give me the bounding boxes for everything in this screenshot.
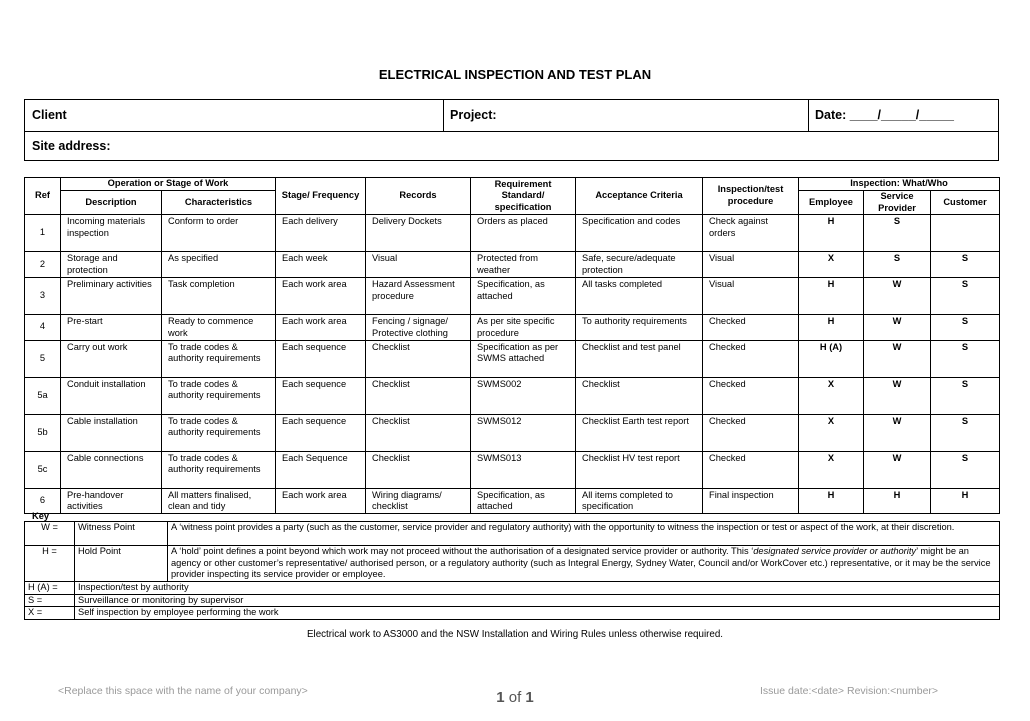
page-current: 1	[496, 689, 505, 706]
employee-cell: H	[799, 488, 864, 514]
col-group-inspection: Inspection: What/Who	[799, 178, 1000, 191]
key-description: Inspection/test by authority	[75, 582, 1000, 595]
procedure-cell: Visual	[703, 252, 799, 278]
col-description: Description	[61, 190, 162, 215]
customer-cell: S	[931, 451, 1000, 488]
client-field: Client	[32, 108, 67, 122]
service-provider-cell: W	[864, 414, 931, 451]
employee-cell: X	[799, 252, 864, 278]
service-provider-cell: W	[864, 451, 931, 488]
date-field: Date: ____/_____/_____	[815, 108, 955, 122]
acceptance-cell: Checklist and test panel	[576, 340, 703, 377]
employee-cell: X	[799, 414, 864, 451]
key-description: A ‘witness point provides a party (such as the customer, service provider and regulatory authority) with the opportunity to witness the inspection or test or aspect of the work, at their discretion.	[168, 522, 1000, 546]
records-cell: Hazard Assessment procedure	[366, 277, 471, 314]
description-cell: Preliminary activities	[61, 277, 162, 314]
acceptance-cell: Specification and codes	[576, 215, 703, 252]
key-table	[24, 521, 1000, 620]
customer-cell: S	[931, 377, 1000, 414]
customer-cell: S	[931, 314, 1000, 340]
key-code: H =	[25, 546, 75, 582]
characteristics-cell: Conform to order	[162, 215, 276, 252]
stage-cell: Each work area	[276, 314, 366, 340]
employee-cell: H	[799, 314, 864, 340]
key-heading: Key	[32, 511, 50, 521]
requirement-cell: Protected from weather	[471, 252, 576, 278]
employee-cell: H	[799, 215, 864, 252]
ref-cell: 4	[25, 314, 61, 340]
description-cell: Cable installation	[61, 414, 162, 451]
ref-cell: 5c	[25, 451, 61, 488]
requirement-cell: SWMS013	[471, 451, 576, 488]
records-cell: Fencing / signage/ Protective clothing	[366, 314, 471, 340]
col-service-provider: Service Provider	[864, 190, 931, 215]
stage-cell: Each sequence	[276, 414, 366, 451]
characteristics-cell: To trade codes & authority requirements	[162, 377, 276, 414]
acceptance-cell: Safe, secure/adequate protection	[576, 252, 703, 278]
key-description: Surveillance or monitoring by supervisor	[75, 594, 1000, 607]
stage-cell: Each sequence	[276, 340, 366, 377]
table-row	[25, 377, 1000, 414]
requirement-cell: Specification, as attached	[471, 488, 576, 514]
col-group-operation: Operation or Stage of Work	[61, 178, 276, 191]
records-cell: Delivery Dockets	[366, 215, 471, 252]
records-cell: Checklist	[366, 377, 471, 414]
key-code: S =	[25, 594, 75, 607]
key-row	[25, 594, 1000, 607]
description-cell: Incoming materials inspection	[61, 215, 162, 252]
service-provider-cell: W	[864, 277, 931, 314]
customer-cell	[931, 215, 1000, 252]
employee-cell: H	[799, 277, 864, 314]
header-box	[24, 99, 999, 161]
project-field: Project:	[450, 108, 497, 122]
col-characteristics: Characteristics	[162, 190, 276, 215]
stage-cell: Each work area	[276, 488, 366, 514]
table-row	[25, 451, 1000, 488]
key-desc-part: A ‘hold’ point defines a point beyond which work may not proceed without the authorisation of a designated service provider or authority. This ‘	[171, 546, 754, 556]
key-desc-emphasis: designated service provider or authority	[753, 546, 917, 556]
key-code: W =	[25, 522, 75, 546]
ref-cell: 3	[25, 277, 61, 314]
records-cell: Visual	[366, 252, 471, 278]
acceptance-cell: All items completed to specification	[576, 488, 703, 514]
customer-cell: H	[931, 488, 1000, 514]
acceptance-cell: Checklist Earth test report	[576, 414, 703, 451]
records-cell: Checklist	[366, 340, 471, 377]
requirement-cell: Specification as per SWMS attached	[471, 340, 576, 377]
acceptance-cell: Checklist	[576, 377, 703, 414]
header-row	[25, 100, 998, 132]
acceptance-cell: To authority requirements	[576, 314, 703, 340]
customer-cell: S	[931, 277, 1000, 314]
description-cell: Pre-handover activities	[61, 488, 162, 514]
col-employee: Employee	[799, 190, 864, 215]
characteristics-cell: Task completion	[162, 277, 276, 314]
customer-cell: S	[931, 340, 1000, 377]
customer-cell: S	[931, 414, 1000, 451]
employee-cell: X	[799, 451, 864, 488]
characteristics-cell: Ready to commence work	[162, 314, 276, 340]
procedure-cell: Checked	[703, 414, 799, 451]
procedure-cell: Checked	[703, 314, 799, 340]
page-total: 1	[525, 689, 534, 706]
service-provider-cell: W	[864, 340, 931, 377]
site-address-field: Site address:	[32, 139, 111, 153]
col-stage: Stage/ Frequency	[276, 178, 366, 215]
service-provider-cell: S	[864, 252, 931, 278]
ref-cell: 1	[25, 215, 61, 252]
table-row	[25, 488, 1000, 514]
description-cell: Conduit installation	[61, 377, 162, 414]
key-row	[25, 582, 1000, 595]
requirement-cell: SWMS012	[471, 414, 576, 451]
requirement-cell: Specification, as attached	[471, 277, 576, 314]
employee-cell: H (A)	[799, 340, 864, 377]
col-acceptance: Acceptance Criteria	[576, 178, 703, 215]
records-cell: Wiring diagrams/ checklist	[366, 488, 471, 514]
procedure-cell: Check against orders	[703, 215, 799, 252]
key-code: X =	[25, 607, 75, 620]
company-name-placeholder: <Replace this space with the name of your company>	[58, 685, 308, 697]
standards-note: Electrical work to AS3000 and the NSW Installation and Wiring Rules unless otherwise required.	[306, 629, 724, 640]
table-row	[25, 252, 1000, 278]
procedure-cell: Visual	[703, 277, 799, 314]
characteristics-cell: To trade codes & authority requirements	[162, 414, 276, 451]
records-cell: Checklist	[366, 451, 471, 488]
requirement-cell: Orders as placed	[471, 215, 576, 252]
key-name: Witness Point	[75, 522, 168, 546]
procedure-cell: Final inspection	[703, 488, 799, 514]
service-provider-cell: W	[864, 377, 931, 414]
customer-cell: S	[931, 252, 1000, 278]
table-row	[25, 277, 1000, 314]
requirement-cell: SWMS002	[471, 377, 576, 414]
document-title: ELECTRICAL INSPECTION AND TEST PLAN	[378, 67, 652, 82]
table-row	[25, 215, 1000, 252]
ref-cell: 5b	[25, 414, 61, 451]
col-ref: Ref	[25, 178, 61, 215]
table-row	[25, 340, 1000, 377]
key-row	[25, 546, 1000, 582]
col-customer: Customer	[931, 190, 1000, 215]
key-code: H (A) =	[25, 582, 75, 595]
col-procedure: Inspection/test procedure	[703, 178, 799, 215]
ref-cell: 2	[25, 252, 61, 278]
characteristics-cell: To trade codes & authority requirements	[162, 340, 276, 377]
col-requirement: Requirement Standard/ specification	[471, 178, 576, 215]
acceptance-cell: All tasks completed	[576, 277, 703, 314]
employee-cell: X	[799, 377, 864, 414]
description-cell: Carry out work	[61, 340, 162, 377]
ref-cell: 5	[25, 340, 61, 377]
description-cell: Pre-start	[61, 314, 162, 340]
description-cell: Storage and protection	[61, 252, 162, 278]
characteristics-cell: As specified	[162, 252, 276, 278]
key-row	[25, 522, 1000, 546]
key-description	[168, 546, 1000, 582]
characteristics-cell: All matters finalised, clean and tidy	[162, 488, 276, 514]
service-provider-cell: W	[864, 314, 931, 340]
key-row	[25, 607, 1000, 620]
records-cell: Checklist	[366, 414, 471, 451]
stage-cell: Each week	[276, 252, 366, 278]
col-records: Records	[366, 178, 471, 215]
procedure-cell: Checked	[703, 340, 799, 377]
key-desc-part: ’ might be an agency or other customer’s representative/ authorised person, or a regulatory authority (such as Integral Energy, Sydney Water, Council and/or WorkCover etc.) representative, or it may be the service provider inspecting its service provider or employee.	[171, 546, 991, 580]
key-name: Hold Point	[75, 546, 168, 582]
requirement-cell: As per site specific procedure	[471, 314, 576, 340]
inspection-table	[24, 177, 1000, 514]
procedure-cell: Checked	[703, 451, 799, 488]
stage-cell: Each delivery	[276, 215, 366, 252]
key-description: Self inspection by employee performing the work	[75, 607, 1000, 620]
description-cell: Cable connections	[61, 451, 162, 488]
characteristics-cell: To trade codes & authority requirements	[162, 451, 276, 488]
stage-cell: Each work area	[276, 277, 366, 314]
ref-cell: 5a	[25, 377, 61, 414]
procedure-cell: Checked	[703, 377, 799, 414]
table-row	[25, 314, 1000, 340]
stage-cell: Each Sequence	[276, 451, 366, 488]
stage-cell: Each sequence	[276, 377, 366, 414]
page-of: of	[504, 689, 526, 706]
acceptance-cell: Checklist HV test report	[576, 451, 703, 488]
issue-revision: Issue date:<date> Revision:<number>	[760, 685, 939, 697]
table-row	[25, 414, 1000, 451]
service-provider-cell: H	[864, 488, 931, 514]
ref-cell: 6	[25, 488, 61, 514]
service-provider-cell: S	[864, 215, 931, 252]
